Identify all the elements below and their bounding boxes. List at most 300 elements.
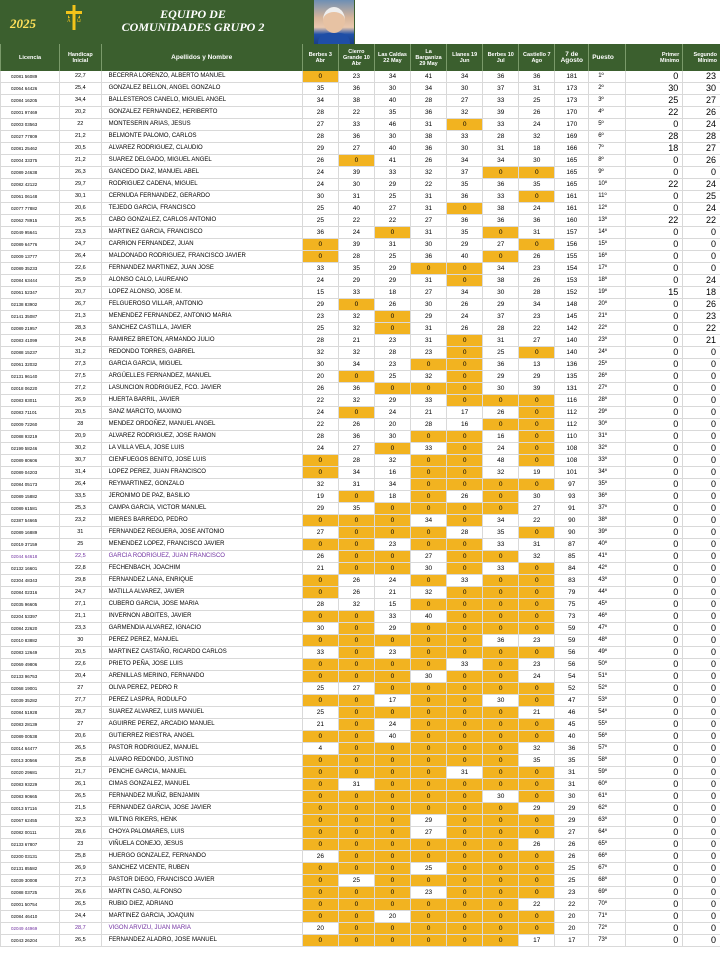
cell-primer-minimo: 0	[626, 851, 683, 863]
cell-nombre: VIGON ARVIZU, JUAN MARIA	[101, 923, 302, 935]
cell-ev5: 31	[447, 767, 483, 779]
cell-ev7: 0	[519, 395, 555, 407]
cell-ev4: 0	[411, 575, 447, 587]
cell-ev1: 30	[302, 623, 338, 635]
cell-ev2: 31	[338, 479, 374, 491]
cell-ev6: 0	[483, 827, 519, 839]
cell-ev3: 26	[374, 299, 410, 311]
cell-total: 30	[555, 791, 589, 803]
cell-handicap: 26,3	[60, 167, 102, 179]
cell-ev7: 0	[519, 347, 555, 359]
cell-ev3: 31	[374, 239, 410, 251]
cell-total: 40	[555, 731, 589, 743]
cell-nombre: SANCHEZ VICENTE, RUBEN	[101, 863, 302, 875]
cell-ev1: 0	[302, 767, 338, 779]
cell-nombre: SANCHEZ CASTILLA, JAVIER	[101, 323, 302, 335]
cell-ev2: 0	[338, 755, 374, 767]
cell-ev5: 0	[447, 371, 483, 383]
cell-handicap: 23,2	[60, 515, 102, 527]
cell-handicap: 20,5	[60, 143, 102, 155]
cell-nombre: LOPEZ ALONSO, JOSE M.	[101, 287, 302, 299]
cell-ev2: 0	[338, 611, 374, 623]
cell-ev4: 0	[411, 263, 447, 275]
cell-ev3: 0	[374, 935, 410, 947]
cell-segundo-minimo: 0	[683, 407, 720, 419]
cell-ev4: 31	[411, 227, 447, 239]
cell-ev7: 0	[519, 815, 555, 827]
cell-primer-minimo: 0	[626, 671, 683, 683]
table-row	[1, 215, 720, 227]
cell-ev5: 26	[447, 491, 483, 503]
cell-segundo-minimo: 0	[683, 779, 720, 791]
cell-ev6: 0	[483, 599, 519, 611]
cell-nombre: RODRIGUEZ CADENA, MIGUEL	[101, 179, 302, 191]
cell-ev2: 0	[338, 743, 374, 755]
cell-ev1: 30	[302, 359, 338, 371]
cell-puesto: 18º	[589, 275, 626, 287]
cell-segundo-minimo: 0	[683, 851, 720, 863]
cell-ev2: 36	[338, 431, 374, 443]
cell-segundo-minimo: 27	[683, 143, 720, 155]
cell-handicap: 30,7	[60, 455, 102, 467]
cell-ev6: 0	[483, 815, 519, 827]
cell-puesto: 15º	[589, 239, 626, 251]
cell-segundo-minimo: 0	[683, 371, 720, 383]
cell-ev3: 0	[374, 443, 410, 455]
cell-ev3: 0	[374, 887, 410, 899]
cell-nombre: CABO GONZALEZ, CARLOS ANTONIO	[101, 215, 302, 227]
table-row	[1, 851, 720, 863]
cell-nombre: MARTIN CASO, ALFONSO	[101, 887, 302, 899]
cell-ev4: 31	[411, 335, 447, 347]
cell-segundo-minimo: 0	[683, 911, 720, 923]
cell-ev7: 0	[519, 431, 555, 443]
col-header-nombre: Apellidos y Nombre	[101, 44, 302, 71]
cell-ev1: 24	[302, 167, 338, 179]
cell-ev5: 0	[447, 479, 483, 491]
cell-handicap: 20,7	[60, 287, 102, 299]
cell-ev1: 26	[302, 383, 338, 395]
cell-ev7: 22	[519, 323, 555, 335]
cell-ev3: 29	[374, 275, 410, 287]
cell-ev7: 22	[519, 899, 555, 911]
table-row	[1, 299, 720, 311]
cell-puesto: 30º	[589, 419, 626, 431]
cell-ev2: 30	[338, 179, 374, 191]
cell-nombre: ALONSO CALO, LAUREANO	[101, 275, 302, 287]
cell-primer-minimo: 0	[626, 71, 683, 83]
cell-ev2: 0	[338, 659, 374, 671]
cell-ev4: 23	[411, 887, 447, 899]
cell-nombre: GUTIERREZ RIESTRA, ANGEL	[101, 731, 302, 743]
cell-ev3: 16	[374, 467, 410, 479]
cell-licencia: 02084 16205	[1, 95, 60, 107]
cell-ev4: 0	[411, 851, 447, 863]
col-header-total: 7 de Agosto	[555, 44, 589, 71]
table-row	[1, 383, 720, 395]
cell-ev6: 0	[483, 851, 519, 863]
table-row	[1, 275, 720, 287]
cell-ev3: 25	[374, 191, 410, 203]
cell-puesto: 2º	[589, 83, 626, 95]
table-row	[1, 647, 720, 659]
cell-ev5: 0	[447, 923, 483, 935]
cell-ev5: 0	[447, 455, 483, 467]
cell-total: 108	[555, 443, 589, 455]
cell-handicap: 28,7	[60, 923, 102, 935]
cell-ev3: 32	[374, 455, 410, 467]
cell-ev2: 28	[338, 251, 374, 263]
cell-ev5: 0	[447, 203, 483, 215]
cell-ev7: 36	[519, 215, 555, 227]
cell-total: 75	[555, 599, 589, 611]
cell-nombre: GONZALEZ BELLON, ANGEL GONZALO	[101, 83, 302, 95]
cell-ev7: 30	[519, 155, 555, 167]
cell-primer-minimo: 0	[626, 695, 683, 707]
cell-ev4: 0	[411, 899, 447, 911]
cell-puesto: 37º	[589, 503, 626, 515]
cell-ev7: 0	[519, 575, 555, 587]
cell-ev3: 0	[374, 791, 410, 803]
cell-puesto: 73º	[589, 935, 626, 947]
cell-licencia: 02304 48343	[1, 575, 60, 587]
cell-segundo-minimo: 0	[683, 455, 720, 467]
cell-primer-minimo: 0	[626, 539, 683, 551]
cell-ev1: 28	[302, 131, 338, 143]
cell-ev1: 21	[302, 563, 338, 575]
cell-ev7: 0	[519, 407, 555, 419]
cell-segundo-minimo: 0	[683, 671, 720, 683]
cell-puesto: 13º	[589, 215, 626, 227]
cell-ev3: 20	[374, 911, 410, 923]
cell-ev6: 30	[483, 695, 519, 707]
asturias-cross-icon	[64, 4, 84, 32]
cell-licencia: 02001 50754	[1, 899, 60, 911]
cell-handicap: 27,2	[60, 383, 102, 395]
cell-ev3: 40	[374, 143, 410, 155]
cell-nombre: PASTOR DIEGO, FRANCISCO JAVIER	[101, 875, 302, 887]
cell-segundo-minimo: 24	[683, 119, 720, 131]
cell-licencia: 02132 16601	[1, 563, 60, 575]
cell-licencia: 02088 03725	[1, 887, 60, 899]
player-portrait	[314, 0, 354, 44]
cell-puesto: 4º	[589, 107, 626, 119]
table-row	[1, 923, 720, 935]
cell-primer-minimo: 22	[626, 179, 683, 191]
cell-handicap: 22,8	[60, 563, 102, 575]
cell-primer-minimo: 0	[626, 503, 683, 515]
cell-licencia: 02035 96605	[1, 599, 60, 611]
cell-licencia: 02049 44969	[1, 923, 60, 935]
cell-ev3: 0	[374, 899, 410, 911]
cell-segundo-minimo: 0	[683, 383, 720, 395]
cell-total: 173	[555, 83, 589, 95]
cell-licencia: 02133 67807	[1, 839, 60, 851]
cell-licencia: 02061 06148	[1, 191, 60, 203]
cell-ev2: 0	[338, 563, 374, 575]
cell-segundo-minimo: 0	[683, 359, 720, 371]
table-row	[1, 659, 720, 671]
cell-ev3: 23	[374, 359, 410, 371]
cell-nombre: CERNUDA FERNANDEZ, GERARDO	[101, 191, 302, 203]
cell-ev5: 0	[447, 707, 483, 719]
cell-puesto: 49º	[589, 647, 626, 659]
cell-segundo-minimo: 0	[683, 743, 720, 755]
cell-segundo-minimo: 0	[683, 611, 720, 623]
cell-segundo-minimo: 28	[683, 131, 720, 143]
cell-ev7: 0	[519, 875, 555, 887]
cell-puesto: 36º	[589, 491, 626, 503]
cell-ev1: 25	[302, 707, 338, 719]
cell-total: 110	[555, 431, 589, 443]
cell-total: 153	[555, 275, 589, 287]
cell-primer-minimo: 22	[626, 215, 683, 227]
cell-ev6: 30	[483, 287, 519, 299]
cell-handicap: 27,5	[60, 371, 102, 383]
cell-licencia: 02077 77882	[1, 203, 60, 215]
col-header-event-5: Llanes 19 Jun	[447, 44, 483, 71]
cell-ev4: 0	[411, 911, 447, 923]
table-row	[1, 143, 720, 155]
cell-ev6: 25	[483, 347, 519, 359]
cell-ev1: 27	[302, 119, 338, 131]
cell-ev1: 0	[302, 899, 338, 911]
cell-segundo-minimo: 0	[683, 767, 720, 779]
cell-ev5: 33	[447, 659, 483, 671]
cell-ev7: 0	[519, 563, 555, 575]
cell-segundo-minimo: 0	[683, 167, 720, 179]
cell-puesto: 55º	[589, 719, 626, 731]
cell-ev5: 0	[447, 731, 483, 743]
cell-handicap: 29,8	[60, 575, 102, 587]
cell-nombre: PEREZ PEREZ, MANUEL	[101, 635, 302, 647]
cell-ev7: 27	[519, 335, 555, 347]
cell-puesto: 45º	[589, 599, 626, 611]
cell-segundo-minimo: 0	[683, 431, 720, 443]
cell-ev7: 19	[519, 467, 555, 479]
cell-ev5: 17	[447, 407, 483, 419]
cell-ev5: 0	[447, 671, 483, 683]
cell-licencia: 02064 64426	[1, 83, 60, 95]
cell-segundo-minimo: 0	[683, 899, 720, 911]
cell-handicap: 26,4	[60, 479, 102, 491]
cell-total: 45	[555, 719, 589, 731]
cell-segundo-minimo: 23	[683, 311, 720, 323]
cell-ev3: 0	[374, 383, 410, 395]
cell-ev1: 4	[302, 743, 338, 755]
cell-total: 152	[555, 287, 589, 299]
cell-total: 26	[555, 851, 589, 863]
cell-total: 25	[555, 875, 589, 887]
cell-nombre: FERNANDEZ REGUERA, JOSE ANTONIO	[101, 527, 302, 539]
cell-ev2: 0	[338, 719, 374, 731]
cell-ev6: 28	[483, 323, 519, 335]
table-row	[1, 575, 720, 587]
cell-ev6: 0	[483, 551, 519, 563]
col-header-puesto: Puesto	[589, 44, 626, 71]
cell-ev7: 35	[519, 755, 555, 767]
cell-ev3: 34	[374, 71, 410, 83]
cell-licencia: 02084 63444	[1, 275, 60, 287]
header-banner	[0, 0, 720, 44]
cell-ev5: 0	[447, 911, 483, 923]
cell-handicap: 25,8	[60, 851, 102, 863]
cell-ev5: 32	[447, 107, 483, 119]
cell-ev3: 0	[374, 923, 410, 935]
cell-puesto: 7º	[589, 143, 626, 155]
cell-ev5: 0	[447, 611, 483, 623]
cell-handicap: 26,7	[60, 299, 102, 311]
cell-ev6: 48	[483, 455, 519, 467]
cell-puesto: 71º	[589, 911, 626, 923]
cell-handicap: 21,5	[60, 803, 102, 815]
cell-puesto: 46º	[589, 611, 626, 623]
cell-ev4: 0	[411, 383, 447, 395]
cell-licencia: 02141 35087	[1, 311, 60, 323]
cell-nombre: HUERGO GONZALEZ, FERNANDO	[101, 851, 302, 863]
cell-ev4: 0	[411, 935, 447, 947]
cell-nombre: PASTOR RODRIGUEZ, MANUEL	[101, 743, 302, 755]
cell-ev7: 24	[519, 203, 555, 215]
cell-ev7: 23	[519, 659, 555, 671]
cell-nombre: MENDEZ ORDOÑEZ, MANUEL ANGEL	[101, 419, 302, 431]
cell-ev1: 35	[302, 83, 338, 95]
cell-ev6: 38	[483, 203, 519, 215]
cell-ev1: 0	[302, 779, 338, 791]
cell-ev4: 0	[411, 695, 447, 707]
cell-primer-minimo: 0	[626, 791, 683, 803]
col-header-event-4: La Barganiza 29 May	[411, 44, 447, 71]
cell-total: 46	[555, 707, 589, 719]
cell-ev3: 20	[374, 419, 410, 431]
cell-ev4: 27	[411, 287, 447, 299]
table-row	[1, 83, 720, 95]
table-row	[1, 527, 720, 539]
cell-ev3: 0	[374, 839, 410, 851]
cell-ev6: 0	[483, 683, 519, 695]
cell-ev7: 22	[519, 515, 555, 527]
cell-ev2: 0	[338, 839, 374, 851]
cell-primer-minimo: 0	[626, 599, 683, 611]
cell-ev7: 34	[519, 299, 555, 311]
cell-puesto: 22º	[589, 323, 626, 335]
cell-segundo-minimo: 0	[683, 539, 720, 551]
cell-ev5: 26	[447, 323, 483, 335]
cell-ev6: 0	[483, 575, 519, 587]
cell-primer-minimo: 0	[626, 527, 683, 539]
cell-nombre: MENENDEZ LOPEZ, FRANCISCO JAVIER	[101, 539, 302, 551]
cell-ev6: 0	[483, 491, 519, 503]
cell-ev1: 22	[302, 395, 338, 407]
col-header-licencia: Licencia	[1, 44, 60, 71]
cell-ev5: 0	[447, 791, 483, 803]
cell-ev4: 31	[411, 323, 447, 335]
cell-puesto: 42º	[589, 563, 626, 575]
cell-ev3: 0	[374, 635, 410, 647]
cell-nombre: MARTINEZ CASTAÑO, RICARDO CARLOS	[101, 647, 302, 659]
cell-ev4: 0	[411, 743, 447, 755]
cell-ev1: 0	[302, 251, 338, 263]
cell-ev6: 0	[483, 923, 519, 935]
cell-ev1: 28	[302, 599, 338, 611]
cell-puesto: 21º	[589, 311, 626, 323]
table-row	[1, 455, 720, 467]
cell-nombre: REDONDO TORRES, GABRIEL	[101, 347, 302, 359]
cell-licencia: 02027 77809	[1, 131, 60, 143]
cell-ev3: 29	[374, 179, 410, 191]
cell-segundo-minimo: 0	[683, 263, 720, 275]
cell-primer-minimo: 0	[626, 407, 683, 419]
table-row	[1, 635, 720, 647]
cell-ev3: 0	[374, 227, 410, 239]
cell-primer-minimo: 0	[626, 707, 683, 719]
table-header-row	[1, 44, 720, 71]
cell-handicap: 21,1	[60, 611, 102, 623]
cell-puesto: 51º	[589, 671, 626, 683]
cell-nombre: LASUNCION RODRIGUEZ, FCO. JAVIER	[101, 383, 302, 395]
cell-puesto: 34º	[589, 467, 626, 479]
cell-ev2: 22	[338, 107, 374, 119]
cell-ev1: 0	[302, 911, 338, 923]
cell-ev7: 0	[519, 443, 555, 455]
cell-ev7: 0	[519, 623, 555, 635]
cell-ev1: 0	[302, 635, 338, 647]
cell-puesto: 69º	[589, 887, 626, 899]
cell-ev1: 21	[302, 719, 338, 731]
cell-nombre: MALDONADO RODRIGUEZ, FRANCISCO JAVIER	[101, 251, 302, 263]
cell-nombre: ARENILLAS MERINO, FERNANDO	[101, 671, 302, 683]
cell-puesto: 6º	[589, 131, 626, 143]
cell-ev4: 22	[411, 179, 447, 191]
table-row	[1, 911, 720, 923]
cell-ev2: 0	[338, 371, 374, 383]
cell-segundo-minimo: 0	[683, 935, 720, 947]
cell-primer-minimo: 0	[626, 803, 683, 815]
cell-ev3: 0	[374, 827, 410, 839]
cell-ev4: 40	[411, 611, 447, 623]
cell-ev5: 0	[447, 539, 483, 551]
cell-ev7: 0	[519, 647, 555, 659]
cell-total: 165	[555, 167, 589, 179]
title-line-1: EQUIPO DE	[160, 7, 226, 21]
cell-ev7: 27	[519, 503, 555, 515]
cell-licencia: 02084 05173	[1, 479, 60, 491]
cell-puesto: 66º	[589, 851, 626, 863]
cell-puesto: 72º	[589, 923, 626, 935]
cell-handicap: 22,6	[60, 263, 102, 275]
cell-puesto: 59º	[589, 767, 626, 779]
cell-puesto: 50º	[589, 659, 626, 671]
cell-handicap: 25,9	[60, 275, 102, 287]
table-row	[1, 311, 720, 323]
cell-ev4: 38	[411, 131, 447, 143]
cell-ev3: 40	[374, 95, 410, 107]
cell-primer-minimo: 15	[626, 287, 683, 299]
cell-ev2: 0	[338, 767, 374, 779]
cell-primer-minimo: 0	[626, 347, 683, 359]
cell-ev1: 0	[302, 863, 338, 875]
cell-ev6: 29	[483, 371, 519, 383]
cell-ev7: 0	[519, 923, 555, 935]
cell-primer-minimo: 0	[626, 431, 683, 443]
cell-primer-minimo: 0	[626, 647, 683, 659]
cell-segundo-minimo: 0	[683, 683, 720, 695]
cell-ev7: 18	[519, 143, 555, 155]
cell-segundo-minimo: 30	[683, 83, 720, 95]
cell-total: 170	[555, 119, 589, 131]
table-row	[1, 191, 720, 203]
cell-ev3: 30	[374, 131, 410, 143]
